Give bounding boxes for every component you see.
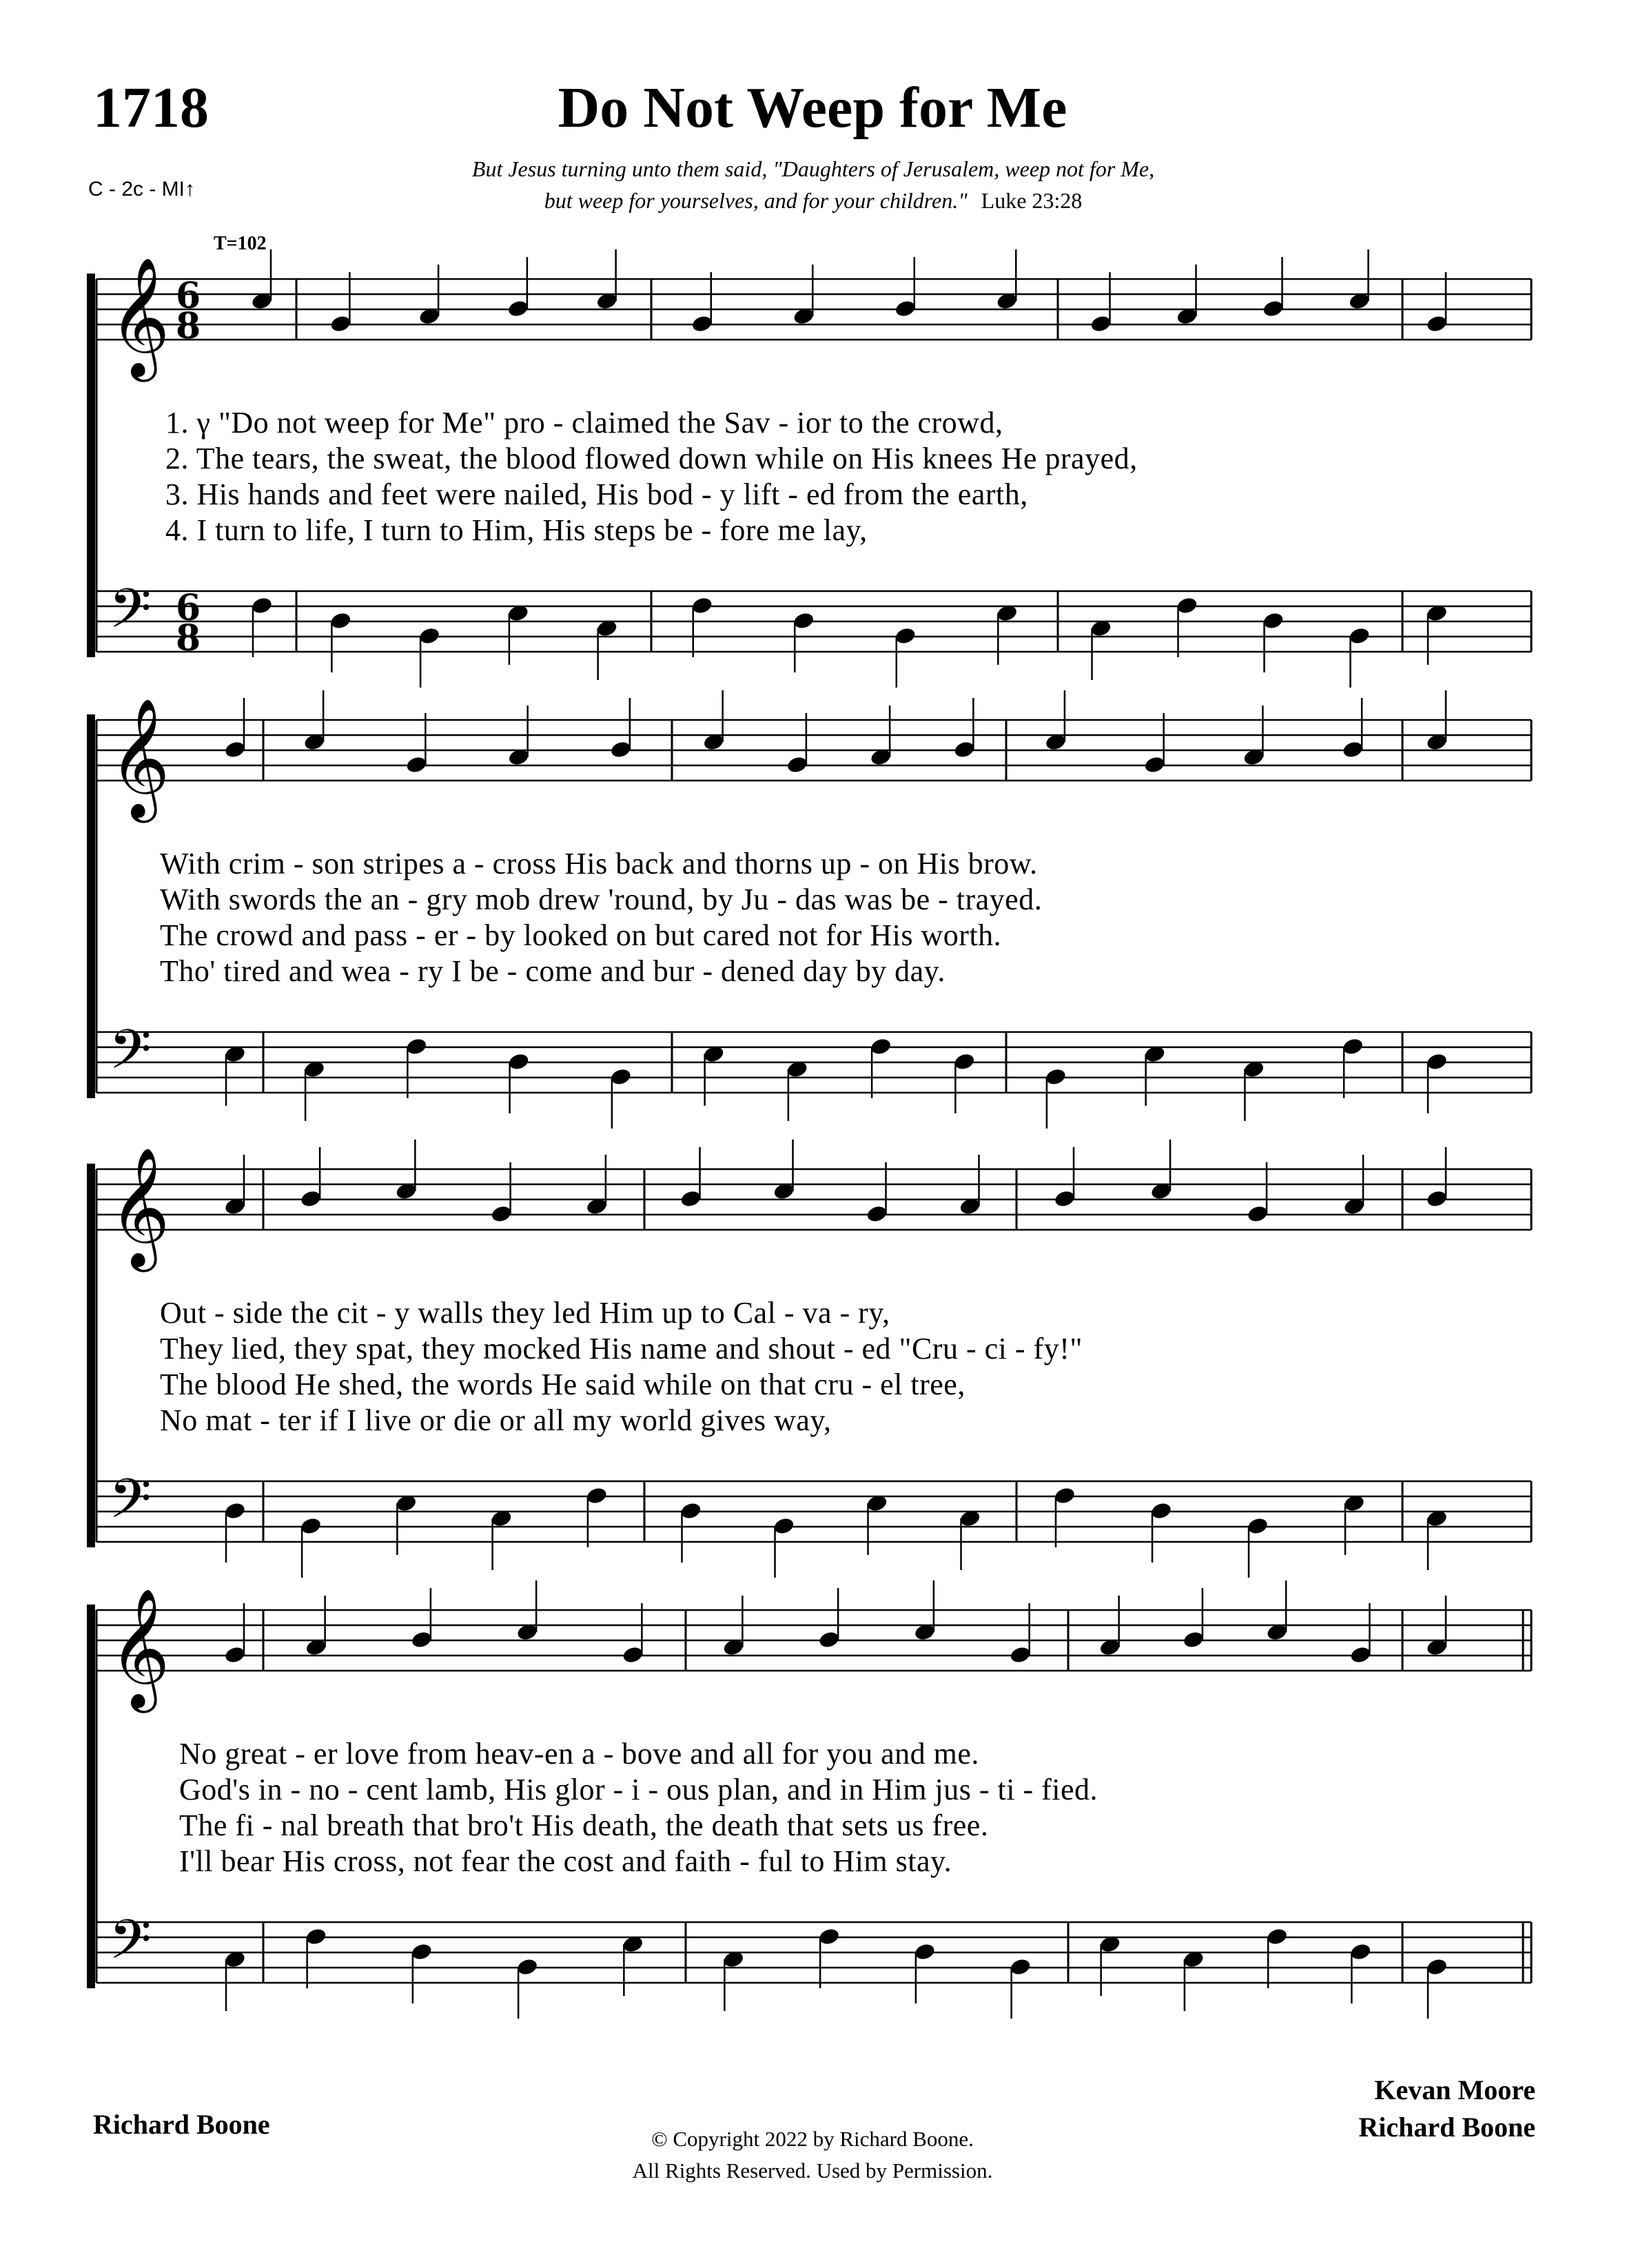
note-head <box>1053 1486 1076 1505</box>
note-head <box>1266 1927 1289 1946</box>
bass-clef-icon: 𝄢 <box>109 1018 152 1095</box>
note-head <box>1090 314 1112 333</box>
note-head <box>1348 626 1371 646</box>
note-head <box>1044 1067 1067 1086</box>
copyright-line-2: All Rights Reserved. Used by Permission. <box>632 2158 993 2183</box>
note-head <box>793 611 815 630</box>
system-bracket <box>87 714 95 1098</box>
lyric-line: 2. The tears, the sweat, the blood flowed down while on His knees He prayed, <box>165 442 1138 475</box>
note-head <box>786 755 808 774</box>
note-head <box>410 1942 433 1961</box>
note-head <box>679 1189 702 1208</box>
note-head <box>609 740 632 759</box>
note-head <box>1342 1037 1365 1056</box>
note-head <box>305 1927 327 1946</box>
note-head <box>1349 1645 1372 1664</box>
lyric-line: No mat - ter if I live or die or all my world gives way, <box>160 1403 832 1437</box>
lyric-line: With swords the an - gry mob drew 'round, by Ju - das was be - trayed. <box>160 883 1043 916</box>
note-head <box>250 596 273 615</box>
lyric-line: Out - side the cit - y walls they led Him up to Cal - va - ry, <box>160 1296 890 1330</box>
note-head <box>1342 740 1365 759</box>
bass-clef-icon: 𝄢 <box>109 1908 152 1985</box>
treble-clef-icon: 𝄞 <box>109 1147 170 1267</box>
note-head <box>300 1189 323 1208</box>
bass-clef-icon: 𝄢 <box>109 1467 152 1544</box>
lyric-line: With crim - son stripes a - cross His back and thorns up - on His brow. <box>160 847 1038 880</box>
treble-clef-icon: 𝄞 <box>109 698 170 818</box>
note-head <box>410 1630 433 1649</box>
note-head <box>1143 755 1166 774</box>
note-head <box>1182 1630 1205 1649</box>
hymn-title: Do Not Weep for Me <box>558 76 1067 140</box>
time-signature-top: 6 <box>176 275 201 317</box>
note-head <box>1246 1516 1269 1536</box>
lyric-line: I'll bear His cross, not fear the cost and faith - ful to Him stay. <box>179 1844 952 1878</box>
hymn-number: 1718 <box>93 76 209 140</box>
note-head <box>1176 596 1198 615</box>
note-head <box>223 1501 246 1520</box>
bass-clef-icon: 𝄢 <box>109 577 152 654</box>
note-head <box>866 1204 888 1224</box>
note-head <box>300 1516 323 1536</box>
note-head <box>1053 1189 1076 1208</box>
lyric-line: The blood He shed, the words He said while on that cru - el tree, <box>160 1368 965 1401</box>
note-head <box>1262 611 1285 630</box>
note-head <box>913 1942 936 1961</box>
lyric-line: Tho' tired and wea - ry I be - come and bur - dened day by day. <box>160 954 946 988</box>
lyric-line: The fi - nal breath that bro't His death, the death that sets us free. <box>179 1808 989 1842</box>
note-head <box>405 1037 428 1056</box>
words-credit: Richard Boone <box>93 2109 270 2140</box>
time-signature-bottom: 8 <box>176 617 201 659</box>
note-head <box>405 755 428 774</box>
scripture-reference: Luke 23:28 <box>981 188 1083 213</box>
note-head <box>679 1501 702 1520</box>
lyric-line: The crowd and pass - er - by looked on but cared not for His worth. <box>160 918 1002 952</box>
tune-code: C - 2c - MI↑ <box>88 178 195 200</box>
copyright-line-1: © Copyright 2022 by Richard Boone. <box>651 2127 974 2151</box>
note-head <box>609 1067 632 1086</box>
note-head <box>418 626 441 646</box>
note-head <box>953 1052 976 1071</box>
copyright-notice <box>0 2123 1625 2187</box>
note-head <box>894 626 917 646</box>
note-head <box>691 314 713 333</box>
lyric-line: 3. His hands and feet were nailed, His bod - y lift - ed from the earth, <box>165 477 1028 511</box>
note-head <box>818 1927 841 1946</box>
system-bracket <box>87 274 95 657</box>
note-head <box>1246 1204 1269 1224</box>
treble-clef-icon: 𝄞 <box>109 1588 170 1708</box>
music-credit-1: Kevan Moore <box>1374 2074 1535 2105</box>
note-head <box>953 740 976 759</box>
scripture-line-1: But Jesus turning unto them said, "Daughters of Jerusalem, weep not for Me, <box>471 156 1155 181</box>
note-head <box>329 611 352 630</box>
note-head <box>1349 1942 1372 1961</box>
note-head <box>1009 1957 1032 1977</box>
treble-clef-icon: 𝄞 <box>109 257 170 377</box>
note-head <box>894 299 917 318</box>
note-head <box>1425 1052 1448 1071</box>
note-head <box>1262 299 1285 318</box>
note-head <box>1425 314 1448 333</box>
system-bracket <box>87 1164 95 1547</box>
lyric-line: 4. I turn to life, I turn to Him, His steps be - fore me lay, <box>165 513 868 547</box>
note-head <box>1009 1645 1032 1664</box>
system-bracket <box>87 1605 95 1988</box>
tempo-marking: T=102 <box>214 233 267 254</box>
note-head <box>516 1957 539 1977</box>
scripture-line-2: but weep for yourselves, and for your children." Luke 23:28 <box>544 188 1083 213</box>
note-head <box>507 299 529 318</box>
note-head <box>773 1516 795 1536</box>
note-head <box>870 1037 892 1056</box>
note-head <box>585 1486 608 1505</box>
note-head <box>490 1204 513 1224</box>
time-signature-bottom: 8 <box>176 305 201 347</box>
time-signature-top: 6 <box>176 587 201 629</box>
note-head <box>1425 1189 1448 1208</box>
note-head <box>329 314 352 333</box>
lyric-line: They lied, they spat, they mocked His name and shout - ed "Cru - ci - fy!" <box>160 1332 1083 1365</box>
note-head <box>1425 1957 1448 1977</box>
lyric-line: No great - er love from heav-en a - bove and all for you and me. <box>179 1737 979 1771</box>
note-head <box>622 1645 644 1664</box>
note-head <box>691 596 713 615</box>
note-head <box>818 1630 841 1649</box>
note-head <box>223 1645 246 1664</box>
note-head <box>223 740 246 759</box>
lyric-line: 1. γ "Do not weep for Me" pro - claimed the Sav - ior to the crowd, <box>165 406 1003 440</box>
note-head <box>507 1052 530 1071</box>
lyric-line: God's in - no - cent lamb, His glor - i - ous plan, and in Him jus - ti - fied. <box>179 1773 1098 1806</box>
note-head <box>1149 1501 1172 1520</box>
music-credit-2: Richard Boone <box>1358 2112 1535 2143</box>
